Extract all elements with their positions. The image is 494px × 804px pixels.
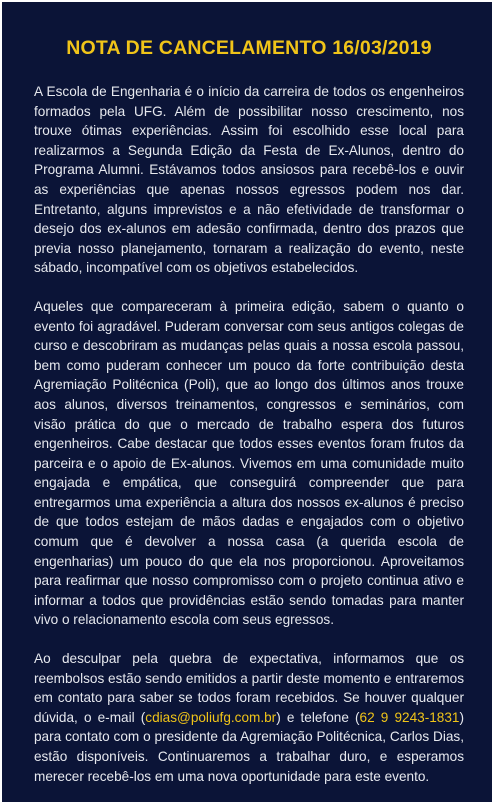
paragraph-refunds-contact: [34, 649, 464, 786]
cancellation-notice: [2, 2, 492, 802]
closing-text-middle: ) e telefone (: [276, 709, 360, 725]
contact-phone-link[interactable]: 62 9 9243-1831: [359, 709, 460, 725]
paragraph-intro: A Escola de Engenharia é o início da carreira de todos os engenheiros formados pela UFG. Além de possibilitar nosso crescimento, nos trouxe ótimas experiências. Assim foi escolhido esse local para realizarmos a Segunda Edição da Festa de Ex-Alunos, dentro do Programa Alumni. Estávamos todos ansiosos para recebê-los e ouvir as experiências que apenas nossos egressos podem nos dar. Entretanto, alguns imprevistos e a não efetividade de transformar o desejo dos ex-alunos em adesão confirmada, dentro dos prazos que previa nosso planejamento, tornaram a realização do evento, neste sábado, incompatível com os objetivos estabelecidos.: [34, 84, 464, 276]
notice-title: NOTA DE CANCELAMENTO 16/03/2019: [66, 37, 432, 59]
contact-email-link[interactable]: cdias@poliufg.com.br: [145, 709, 277, 725]
paragraph-first-edition: Aqueles que compareceram à primeira edição, sabem o quanto o evento foi agradável. Puderam conversar com seus antigos colegas de curso e descobriram as mudanças pelas quais a nossa escola passou, bem como puderam conhecer um pouco da forte contribuição desta Agremiação Politécnica (Poli), que ao longo dos últimos anos trouxe aos alunos, diversos treinamentos, congressos e seminários, com visão prática do que o mercado de trabalho espera dos futuros engenheiros. Cabe destacar que todos esses eventos foram frutos da parceira e o apoio de Ex-alunos. Vivemos em uma comunidade muito engajada e empática, que conseguirá compreender que para entregarmos uma experiência a altura dos nossos ex-alunos é preciso de que todos estejam de mãos dadas e engajados com o objetivo comum que é devolver a nossa casa (a querida escola de engenharias) um pouco do que ela nos proporcionou. Aproveitamos para reafirmar que nosso compromisso com o projeto continua ativo e informar a todos que providências estão sendo tomadas para manter vivo o relacionamento escola com seus egressos.: [34, 298, 464, 628]
closing-text-start: Ao desculpar pela quebra de expectativa, informamos que os reembolsos estão sendo emitidos a partir deste momento e entraremos em contato para saber se todos foram recebidos. Se houver qualquer dúvida, o e-mail (: [34, 651, 464, 725]
closing-text-end: ) para contato com o presidente da Agremiação Politécnica, Carlos Dias, estão disponíveis. Continuaremos a trabalhar duro, e esperamos merecer recebê-los em uma nova oportunidade para este evento.: [34, 709, 464, 784]
